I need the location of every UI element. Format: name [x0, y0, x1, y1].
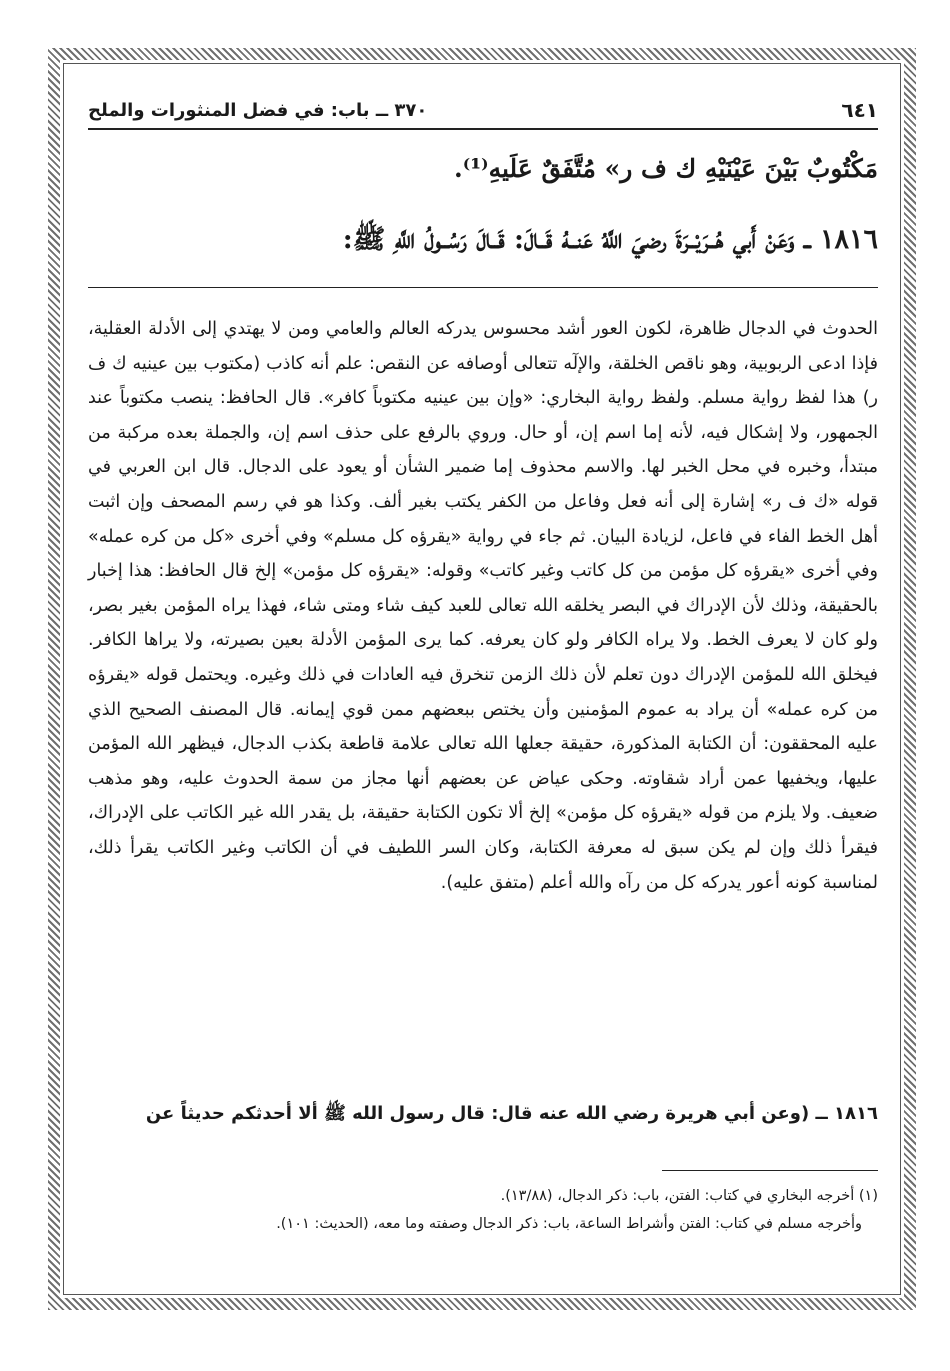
commentary-paragraph: الحدوث في الدجال ظاهرة، لكون العور أشد محسوس يدركه العالم والعامي ومن لا يهتدي إلى الأدلة العقلية، فإذا ادعى الربوبية، وهو ناقص الخلقة، والإلٓه تتعالى أوصافه عن النقص: علم أنه كاذب (مكتوب بين عينيه ك ف ر) هذا لفظ رواية مسلم. ولفظ رواية البخاري: «وإن بين عينيه مكتوباً كافر». قال الحافظ: ينصب مكتوباً عند الجمهور، ولا إشكال فيه، لأنه إما اسم إن، أو حال. وروي بالرفع على حذف اسم إن، والجملة بعده مركبة من مبتدأ، وخبره في محل الخبر لها. والاسم محذوف إما ضمير الشأن أو يعود على الدجال. قال ابن العربي في قوله «ك ف ر» إشارة إلى أنه فعل وفاعل من الكفر يكتب بغير ألف. وكذا هو في رسم المصحف وإن اثبت أهل الخط الفاء في فاعل، لزيادة البيان. ثم جاء في رواية «يقرؤه كل مسلم» وفي أخرى «كل من كره عمله» وفي أخرى «يقرؤه كل مؤمن من كل كاتب وغير كاتب» وقوله: «يقرؤه كل مؤمن» إلخ قال الحافظ: هذا إخبار بالحقيقة، وذلك لأن الإدراك في البصر يخلقه الله تعالى للعبد كيف شاء ومتى شاء، فهذا يراه المؤمن بغير بصر، ولو كان لا يعرف الخط. ولا يراه الكافر ولو كان يعرفه. كما يرى المؤمن الأدلة بعين بصيرته، ولا يراها الكافر. فيخلق الله للمؤمن الإدراك دون تعلم لأن ذلك الزمن تنخرق فيه العادات في ذلك وغيره. ويحتمل قوله «يقرؤه من كره عمله» أن يراد به عموم المؤمنين وأن يختص ببعضهم ممن قوي إيمانه. قال المصنف الصحيح الذي عليه المحققون: أن الكتابة المذكورة، حقيقة جعلها الله تعالى علامة قاطعة بكذب الدجال، فيظهر الله المؤمن عليها، ويخفيها عمن أراد شقاوته. وحكى عياض عن بعضهم أنها مجاز من سمة الحدوث عليه، وهو مذهب ضعيف. ولا يلزم من قوله «يقرؤه كل مؤمن» إلخ ألا تكون الكتابة حقيقة، بل يقدر الله غير الكاتب على الإدراك، فيقرأ ذلك وإن لم يكن سبق له معرفة الكتابة، وكان السر اللطيف في أن الكاتب وغير الكاتب يقرأ ذلك، لمناسبة كونه أعور يدركه كل من رآه والله أعلم (متفق عليه). [88, 319, 878, 893]
page-number: ٦٤١ [841, 98, 878, 122]
footnote-divider [662, 1170, 878, 1171]
page-header [88, 92, 878, 130]
footnote-1: (١) أخرجه البخاري في كتاب: الفتن، باب: ذكر الدجال، (١٣/٨٨). [500, 1188, 878, 1204]
footnote-1-continuation: وأخرجه مسلم في كتاب: الفتن وأشراط الساعة، باب: ذكر الدجال وصفته وما معه، (الحديث: ١٠١). [276, 1216, 862, 1232]
next-hadith-line: ١٨١٦ ــ (وعن أبي هريرة رضي الله عنه قال: قال رسول الله ﷺ ألا أحدثكم حديثاً عن [145, 1103, 878, 1124]
footnotes [88, 1182, 878, 1238]
hadith-text-line-2: ١٨١٦ ــ وَعَنْ أَبي هُــرَيْــرَةَ رضيَ اللَّهُ عَنــهُ قَــالَ: قَــالَ رَسُــولُ اللَّهِ ﷺ: [342, 224, 878, 255]
section-divider [88, 287, 878, 288]
running-title: ٣٧٠ ــ باب: في فضل المنثورات والملح [88, 99, 428, 121]
hadith-text-line-1: مَكْتُوبٌ بَيْنَ عَيْنَيْهِ ك ف ر» مُتَّفَقٌ عَلَيهِ⁽¹⁾. [454, 154, 878, 183]
page-content [72, 72, 894, 1286]
